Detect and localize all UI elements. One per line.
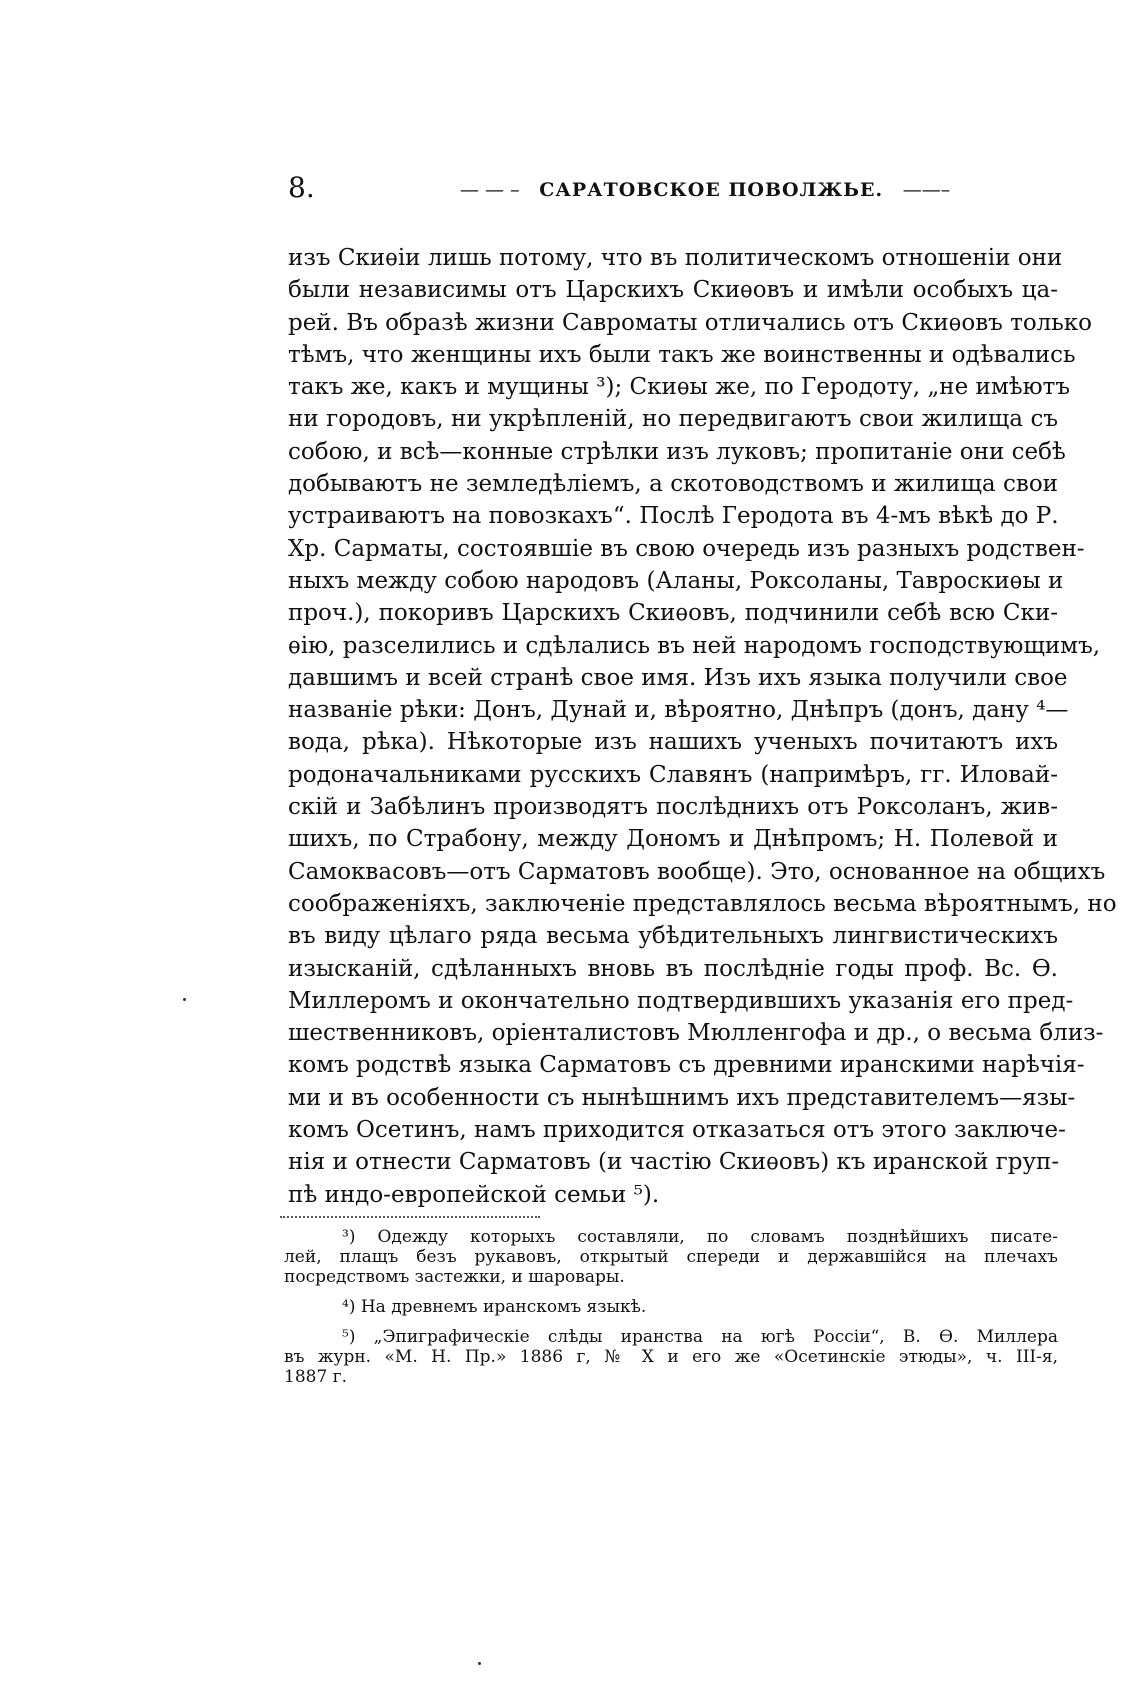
ornament-dash-left: — — – <box>460 179 532 201</box>
text-line: ни городовъ, ни укрѣпленій, но передвигаютъ свои жилища съ <box>288 406 1058 433</box>
page-number: 8. <box>288 171 315 204</box>
text-line: изысканій, сдѣланныхъ вновь въ послѣдніе годы проф. Вс. Ѳ. <box>288 955 1058 982</box>
footnote-line: ⁵) „Эпиграфическіе слѣды иранства на югѣ Россіи“, В. Ѳ. Миллера <box>342 1327 1058 1347</box>
text-line: Хр. Сарматы, состоявшіе въ свою очередь изъ разныхъ родствен- <box>288 535 1085 562</box>
footnote-line: ⁴) На древнемъ иранскомъ языкѣ. <box>342 1297 647 1317</box>
footnote-3 <box>284 1227 1058 1287</box>
ornament-dash-right: ——– <box>890 179 951 201</box>
text-line: нія и отнести Сарматовъ (и частію Скиѳовъ) къ иранской груп- <box>288 1149 1060 1176</box>
text-line: шественниковъ, оріенталистовъ Мюлленгофа и др., о весьма близ- <box>288 1020 1104 1047</box>
text-line: ѳію, разселились и сдѣлались въ ней народомъ господствующимъ, <box>288 632 1101 659</box>
scan-speck <box>183 998 186 1001</box>
text-line: пѣ индо-европейской семьи ⁵). <box>288 1181 660 1208</box>
text-line: родоначальниками русскихъ Славянъ (напримѣръ, гг. Иловай- <box>288 761 1058 788</box>
text-line: были независимы отъ Царскихъ Скиѳовъ и имѣли особыхъ ца- <box>288 277 1058 304</box>
text-line: ми и въ особенности съ нынѣшнимъ ихъ представителемъ—язы- <box>288 1084 1076 1111</box>
footnote-line: ³) Одежду которыхъ составляли, по словамъ позднѣйшихъ писате- <box>342 1227 1058 1247</box>
text-line: комъ родствѣ языка Сарматовъ съ древними иранскими нарѣчія- <box>288 1052 1085 1079</box>
text-line: рей. Въ образѣ жизни Савроматы отличались отъ Скиѳовъ только <box>288 309 1093 336</box>
text-line: изъ Скиѳіи лишь потому, что въ политическомъ отношеніи они <box>288 245 1063 271</box>
footnote-line: лей, плащъ безъ рукавовъ, открытый спереди и державшійся на плечахъ <box>284 1247 1058 1267</box>
footnote-line: посредствомъ застежки, и шаровары. <box>284 1267 625 1287</box>
footnote-separator <box>280 1216 540 1218</box>
running-title-row <box>460 178 951 202</box>
text-line: вода, рѣка). Нѣкоторые изъ нашихъ ученыхъ почитаютъ ихъ <box>288 729 1058 756</box>
running-title: САРАТОВСКОЕ ПОВОЛЖЬЕ. <box>539 179 884 201</box>
text-line: шихъ, по Страбону, между Дономъ и Днѣпромъ; Н. Полевой и <box>288 826 1058 853</box>
text-line: такъ же, какъ и мущины ³); Скиѳы же, по Геродоту, „не имѣютъ <box>288 374 1070 401</box>
footnote-line: 1887 г. <box>284 1367 347 1387</box>
footnote-5 <box>284 1327 1058 1387</box>
text-line: Миллеромъ и окончательно подтвердившихъ указанія его пред- <box>288 987 1074 1014</box>
text-line: тѣмъ, что женщины ихъ были такъ же воинственны и одѣвались <box>288 341 1076 368</box>
text-line: добываютъ не земледѣліемъ, а скотоводствомъ и жилища свои <box>288 471 1058 498</box>
text-line: скій и Забѣлинъ производятъ послѣднихъ отъ Роксоланъ, жив- <box>288 794 1058 821</box>
scan-speck <box>478 1662 481 1665</box>
text-line: проч.), покоривъ Царскихъ Скиѳовъ, подчинили себѣ всю Ски- <box>288 600 1058 627</box>
text-line: названіе рѣки: Донъ, Дунай и, вѣроятно, Днѣпръ (донъ, дану ⁴— <box>288 697 1069 724</box>
main-text <box>288 242 1117 1211</box>
text-line: давшимъ и всей странѣ свое имя. Изъ ихъ языка получили свое <box>288 664 1068 691</box>
text-line: Самоквасовъ—отъ Сарматовъ вообще). Это, основанное на общихъ <box>288 858 1106 885</box>
text-line: соображеніяхъ, заключеніе представлялось весьма вѣроятнымъ, но <box>288 890 1117 917</box>
text-line: ныхъ между собою народовъ (Аланы, Роксоланы, Тавроскиѳы и <box>288 567 1064 594</box>
footnote-4 <box>284 1297 1058 1317</box>
footnote-line: въ журн. «М. Н. Пр.» 1886 г, № X и его же «Осетинскіе этюды», ч. III-я, <box>284 1347 1058 1367</box>
text-line: устраиваютъ на повозкахъ“. Послѣ Геродота въ 4-мъ вѣкѣ до Р. <box>288 503 1059 530</box>
footnotes <box>284 1227 1058 1397</box>
text-line: въ виду цѣлаго ряда весьма убѣдительныхъ лингвистическихъ <box>288 923 1058 950</box>
text-line: собою, и всѣ—конные стрѣлки изъ луковъ; пропитаніе они себѣ <box>288 438 1066 465</box>
text-line: комъ Осетинъ, намъ приходится отказаться отъ этого заключе- <box>288 1117 1066 1144</box>
